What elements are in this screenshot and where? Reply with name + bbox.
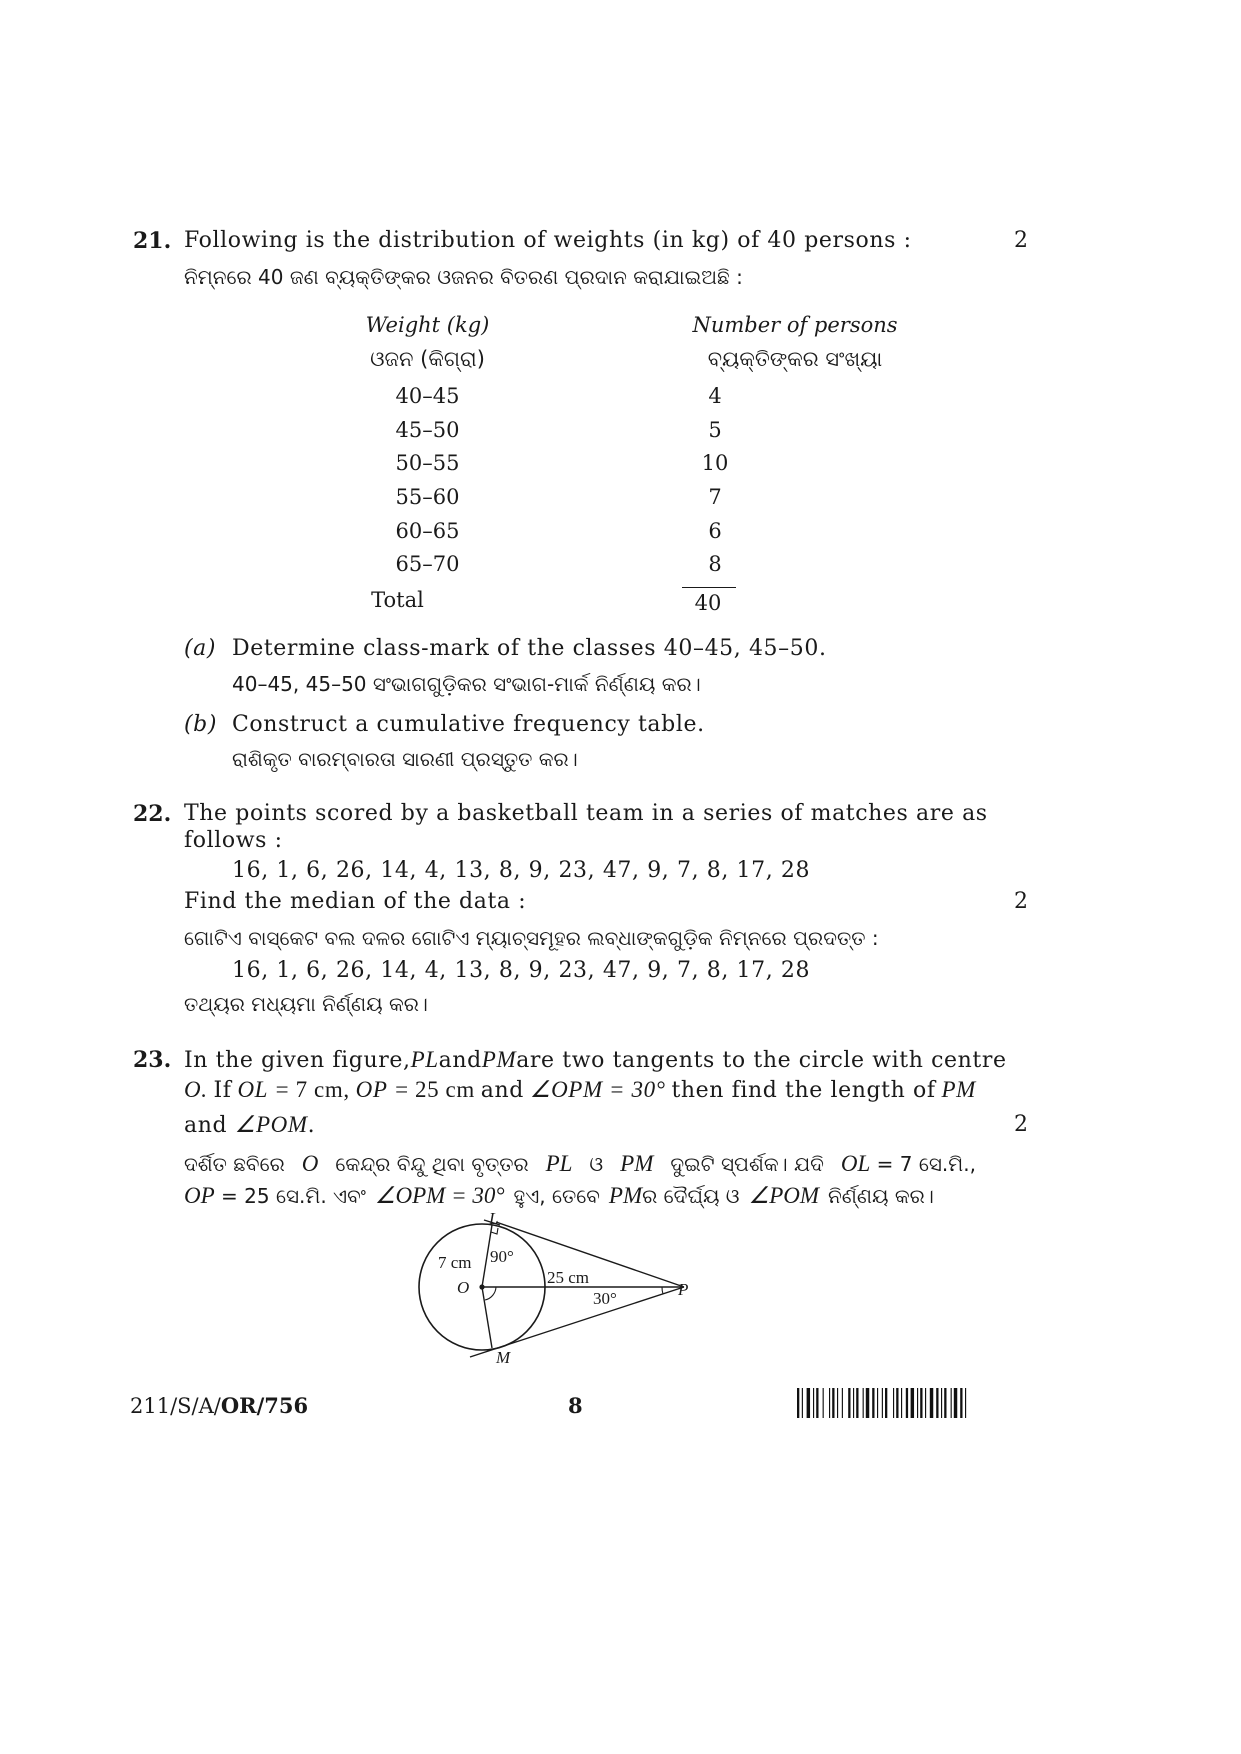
barcode-bar bbox=[960, 1388, 962, 1418]
q23-marks: 2 bbox=[1014, 1112, 1028, 1137]
q23-or-math-pm: PM bbox=[608, 1183, 643, 1208]
q23-or-math-op: OP bbox=[184, 1183, 215, 1208]
barcode-bar bbox=[941, 1388, 942, 1418]
barcode bbox=[797, 1388, 1031, 1418]
q23-or-ol-value: = 7 ସେ.ମି., bbox=[876, 1152, 976, 1176]
q23-text: and bbox=[480, 1078, 524, 1103]
barcode-bar bbox=[911, 1388, 914, 1418]
barcode-bar bbox=[965, 1388, 966, 1418]
q22-find-en: Find the median of the data : bbox=[184, 889, 527, 914]
q23-math-ol-value: = 7 cm, bbox=[275, 1077, 350, 1102]
q21-marks: 2 bbox=[1014, 228, 1028, 253]
q23-or-math-ol: OL bbox=[840, 1151, 871, 1176]
q23-or-text: ହୁଏ, ତେବେ bbox=[513, 1184, 600, 1208]
label-right-angle: 90° bbox=[490, 1247, 514, 1266]
barcode-bar bbox=[837, 1388, 838, 1418]
barcode-bar bbox=[813, 1388, 814, 1418]
barcode-bar bbox=[816, 1388, 818, 1418]
q22-marks: 2 bbox=[1014, 889, 1028, 914]
radius-om bbox=[482, 1287, 492, 1348]
barcode-bar bbox=[936, 1388, 938, 1418]
barcode-bar bbox=[829, 1388, 830, 1418]
barcode-bar bbox=[951, 1388, 952, 1418]
barcode-bar bbox=[807, 1388, 810, 1418]
label-l: L bbox=[489, 1209, 499, 1228]
barcode-bar bbox=[853, 1388, 854, 1418]
q21a-text-en: Determine class-mark of the classes 40–45, 45–50. bbox=[232, 636, 827, 661]
table-head-weight-or: ଓଜନ (କିଗ୍ରା) bbox=[370, 347, 485, 371]
barcode-bar bbox=[848, 1388, 850, 1418]
q23-text: then find the length of bbox=[671, 1078, 936, 1103]
q23-op-group bbox=[356, 1077, 475, 1103]
label-p: P bbox=[678, 1280, 689, 1299]
q23-or-pm-suffix: ର ଦୈର୍ଘ୍ୟ ଓ bbox=[642, 1184, 740, 1208]
table-total-value: 40 bbox=[694, 591, 722, 615]
table-cell-weight: 60–65 bbox=[395, 519, 460, 543]
label-m: M bbox=[496, 1348, 511, 1367]
q23-period: . bbox=[307, 1113, 316, 1138]
q23-or-math-angle-pom: ∠POM bbox=[748, 1183, 820, 1208]
table-head-persons-or: ବ୍ୟକ୍ତିଙ୍କର ସଂଖ୍ୟା bbox=[707, 347, 883, 371]
table-cell-weight: 45–50 bbox=[395, 418, 460, 442]
q23-or-text: ଦର୍ଶିତ ଛବିରେ bbox=[184, 1152, 285, 1176]
q23-text: and bbox=[438, 1048, 482, 1073]
barcode-bar bbox=[925, 1388, 926, 1418]
q23-or-text: ଓ bbox=[589, 1152, 604, 1176]
label-angle-p: 30° bbox=[593, 1289, 617, 1308]
q22-data-en: 16, 1, 6, 26, 14, 4, 13, 8, 9, 23, 47, 9, 7, 8, 17, 28 bbox=[232, 858, 811, 883]
q23-text: are two tangents to the circle with centre bbox=[516, 1048, 1007, 1073]
q22-text-or: ଗୋଟିଏ ବାସ୍କେଟ ବଲ ଦଳର ଗୋଟିଏ ମ୍ୟାଚ୍‌ସମୂହର ଲବ୍ଧାଙ୍କଗୁଡ଼ିକ ନିମ୍ନରେ ପ୍ରଦତ୍ତ : bbox=[184, 926, 879, 950]
q23-ol-group bbox=[237, 1077, 349, 1103]
q21a-label: (a) bbox=[184, 636, 217, 661]
q23-math-pl: PL bbox=[410, 1047, 439, 1072]
table-cell-weight: 65–70 bbox=[395, 552, 460, 576]
q23-or-ol-group bbox=[841, 1151, 976, 1177]
barcode-bar bbox=[866, 1388, 869, 1418]
label-o: O bbox=[457, 1278, 470, 1297]
table-cell-persons: 4 bbox=[708, 384, 722, 408]
barcode-bar bbox=[877, 1388, 878, 1418]
q23-or-math-pl: PL bbox=[545, 1151, 573, 1176]
q22-data-or: 16, 1, 6, 26, 14, 4, 13, 8, 9, 23, 47, 9, 7, 8, 17, 28 bbox=[232, 958, 811, 983]
barcode-bar bbox=[802, 1388, 803, 1418]
q23-or-op-value: = 25 ସେ.ମି. ଏବଂ bbox=[221, 1184, 366, 1208]
q21b-text-en: Construct a cumulative frequency table. bbox=[232, 712, 705, 737]
table-cell-persons: 10 bbox=[701, 451, 729, 475]
barcode-bar bbox=[901, 1388, 902, 1418]
angle-arc-p bbox=[662, 1287, 663, 1294]
q23-number: 23. bbox=[133, 1047, 172, 1073]
barcode-bar bbox=[920, 1388, 922, 1418]
table-cell-weight: 50–55 bbox=[395, 451, 460, 475]
q23-text: If bbox=[213, 1078, 232, 1103]
table-cell-persons: 6 bbox=[708, 519, 722, 543]
q23-or-math-angle-opm: ∠OPM = 30° bbox=[374, 1183, 505, 1208]
table-cell-persons: 5 bbox=[708, 418, 722, 442]
q21-text-en: Following is the distribution of weights (in kg) of 40 persons : bbox=[184, 228, 912, 253]
table-cell-persons: 8 bbox=[708, 552, 722, 576]
table-cell-weight: 55–60 bbox=[395, 485, 460, 509]
label-radius: 7 cm bbox=[438, 1253, 472, 1272]
paper-code bbox=[130, 1393, 308, 1418]
barcode-bar bbox=[823, 1388, 824, 1418]
barcode-bar bbox=[954, 1388, 957, 1418]
q21b-text-or: ରାଶିକୃତ ବାରମ୍ବାରତା ସାରଣୀ ପ୍ରସ୍ତୁତ କର। bbox=[232, 747, 578, 771]
q23-math-ol: OL bbox=[237, 1077, 269, 1102]
barcode-graphic bbox=[797, 1388, 1031, 1418]
paper-code-bold: OR/756 bbox=[220, 1393, 309, 1418]
table-head-weight-en: Weight (kg) bbox=[365, 313, 490, 337]
q23-en-line3 bbox=[184, 1112, 315, 1138]
barcode-bar bbox=[917, 1388, 918, 1418]
paper-code-prefix: 211/S/A/ bbox=[130, 1394, 221, 1418]
barcode-bar bbox=[832, 1388, 834, 1418]
q21b-label: (b) bbox=[184, 712, 218, 737]
page-number: 8 bbox=[568, 1393, 583, 1418]
q23-math-pm: PM bbox=[941, 1077, 976, 1102]
barcode-bar bbox=[885, 1388, 887, 1418]
q23-en-line2 bbox=[184, 1077, 976, 1103]
table-cell-persons: 7 bbox=[708, 485, 722, 509]
barcode-bar bbox=[906, 1388, 908, 1418]
barcode-bar bbox=[893, 1388, 894, 1418]
q23-math-op: OP bbox=[355, 1077, 388, 1102]
q23-math-pm: PM bbox=[481, 1047, 517, 1072]
tangent-pm bbox=[470, 1287, 684, 1357]
q23-math-o: O. bbox=[184, 1077, 208, 1102]
q23-or-math-o: O bbox=[301, 1151, 319, 1176]
barcode-bar bbox=[896, 1388, 898, 1418]
label-op-length: 25 cm bbox=[547, 1268, 590, 1287]
q21-number: 21. bbox=[133, 228, 172, 254]
barcode-bar bbox=[930, 1388, 933, 1418]
q22-number: 22. bbox=[133, 801, 172, 827]
q23-or-math-pm: PM bbox=[620, 1151, 654, 1176]
q23-math-angle-pom: ∠POM bbox=[234, 1112, 308, 1137]
q23-or-text: କେନ୍ଦ୍ର ବିନ୍ଦୁ ଥିବା ବୃତ୍ତର bbox=[335, 1152, 529, 1176]
q23-or-text: ନିର୍ଣ୍ଣୟ କର। bbox=[828, 1184, 934, 1208]
barcode-bar bbox=[797, 1388, 799, 1418]
q22-find-or: ତଥ୍ୟର ମଧ୍ୟମା ନିର୍ଣ୍ଣୟ କର। bbox=[184, 992, 428, 1016]
q21-text-or: ନିମ୍ନରେ 40 ଜଣ ବ୍ୟକ୍ତିଙ୍କର ଓଜନର ବିତରଣ ପ୍ରଦାନ କରାଯାଇଅଛି : bbox=[184, 265, 743, 289]
barcode-bar bbox=[872, 1388, 874, 1418]
q23-text: In the given figure, bbox=[184, 1048, 411, 1073]
table-cell-weight: 40–45 bbox=[395, 384, 460, 408]
barcode-bar bbox=[856, 1388, 858, 1418]
total-rule bbox=[682, 587, 736, 588]
barcode-bar bbox=[882, 1388, 883, 1418]
table-total-label: Total bbox=[371, 588, 424, 612]
centre-dot bbox=[479, 1284, 484, 1289]
angle-arc-o bbox=[485, 1287, 496, 1300]
tangent-figure bbox=[400, 1205, 720, 1375]
q21a-text-or: 40–45, 45–50 ସଂଭାଗଗୁଡ଼ିକର ସଂଭାଗ-ମାର୍କ ନିର୍ଣ୍ଣୟ କର। bbox=[232, 672, 701, 696]
q23-math-op-value: = 25 cm bbox=[395, 1077, 475, 1102]
q22-text-en-line2: follows : bbox=[184, 828, 283, 853]
barcode-bar bbox=[842, 1388, 843, 1418]
q23-text: and bbox=[184, 1113, 228, 1138]
barcode-bar bbox=[944, 1388, 946, 1418]
q23-math-angle-opm: ∠OPM = 30° bbox=[529, 1077, 666, 1102]
table-head-persons-en: Number of persons bbox=[692, 313, 898, 337]
q23-or-line1 bbox=[184, 1151, 976, 1177]
q22-text-en-line1: The points scored by a basketball team in a series of matches are as bbox=[184, 801, 988, 826]
q23-en-line1 bbox=[184, 1047, 1007, 1073]
barcode-bar bbox=[863, 1388, 864, 1418]
q23-or-op-group bbox=[184, 1183, 366, 1209]
q23-or-text: ଦୁଇଟି ସ୍ପର୍ଶକ। ଯଦି bbox=[670, 1152, 824, 1176]
tangent-pl bbox=[496, 1222, 684, 1287]
